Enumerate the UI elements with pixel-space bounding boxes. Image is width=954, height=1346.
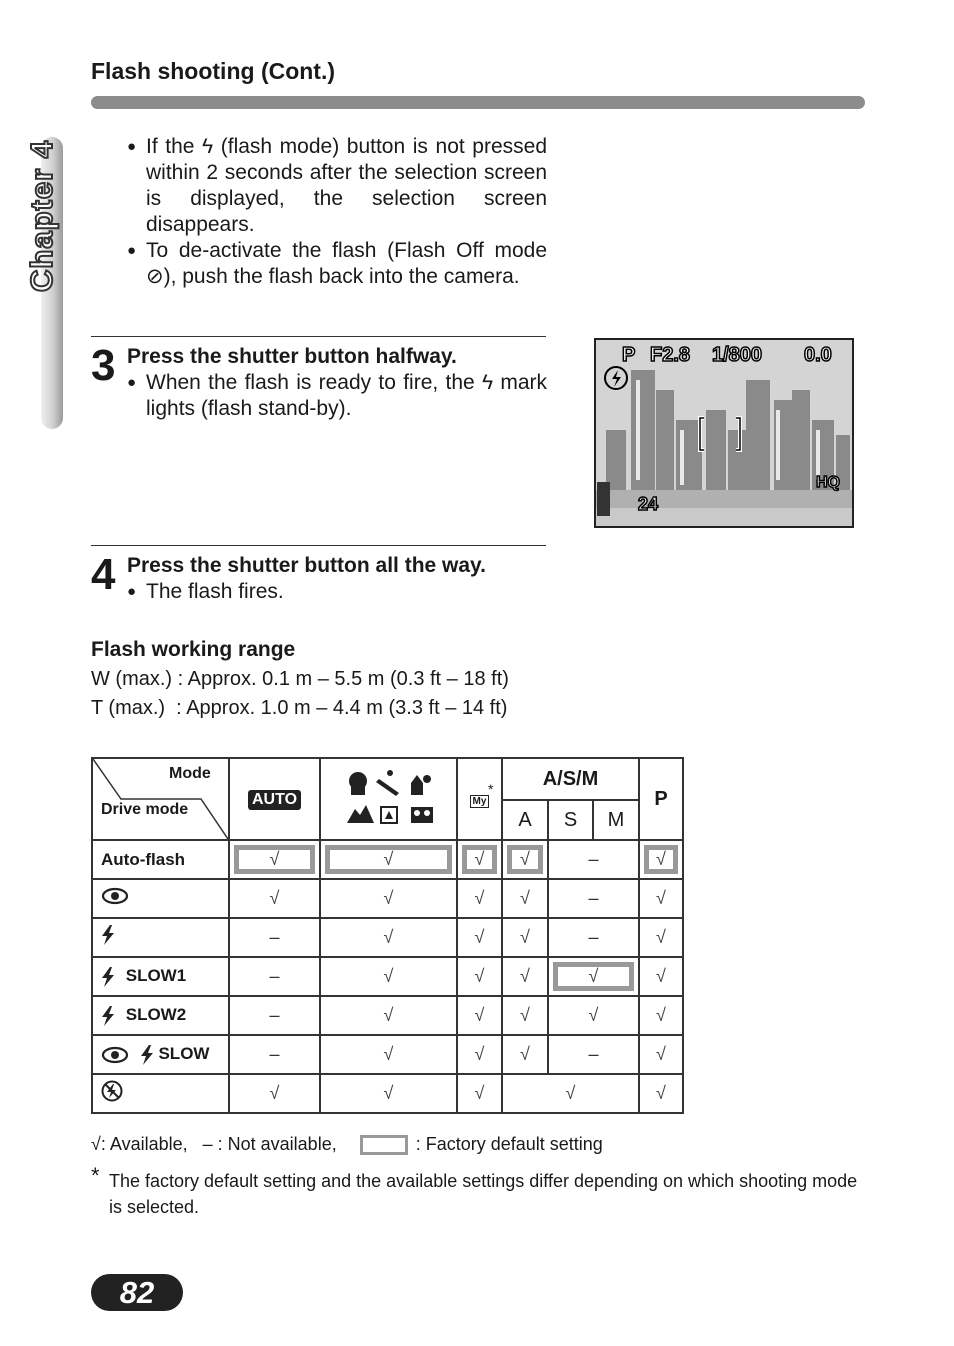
lcd-screen-illustration bbox=[594, 338, 854, 528]
cell: – bbox=[229, 918, 320, 957]
row-label-text: SLOW2 bbox=[125, 1005, 187, 1025]
cell: √ bbox=[548, 996, 639, 1035]
lcd-exposure: 0.0 bbox=[804, 344, 832, 366]
page-title: Flash shooting (Cont.) bbox=[91, 58, 336, 84]
col-scene bbox=[320, 758, 457, 840]
page-number: 82 bbox=[91, 1274, 183, 1311]
step4-heading: Press the shutter button all the way. bbox=[127, 554, 487, 577]
cell: √ bbox=[639, 996, 683, 1035]
step3-bullet: ● When the flash is ready to fire, the ϟ mark lights (flash stand-by). bbox=[127, 370, 547, 422]
step4-body bbox=[127, 579, 547, 605]
my-mode-icon: My bbox=[470, 795, 490, 808]
row-label-flash-off bbox=[92, 1074, 229, 1113]
col-asm-group: A/S/M bbox=[502, 758, 639, 800]
cell: √ bbox=[502, 1035, 548, 1074]
table-row bbox=[92, 1074, 683, 1113]
cell: – bbox=[229, 1035, 320, 1074]
flash-off-icon bbox=[101, 1080, 123, 1102]
cell: √ bbox=[639, 1074, 683, 1113]
table-corner-header bbox=[92, 758, 229, 840]
drive-mode-label: Drive mode bbox=[101, 801, 189, 818]
cell: √ bbox=[457, 840, 502, 879]
cell: √ bbox=[229, 879, 320, 918]
row-label-red-eye bbox=[92, 879, 229, 918]
legend-not-available: – : Not available, bbox=[202, 1134, 337, 1154]
my-mode-footnote-star: * bbox=[488, 781, 494, 797]
scene-modes-icon bbox=[339, 765, 439, 829]
legend-default-box bbox=[360, 1135, 408, 1155]
flash-icon bbox=[101, 1006, 115, 1026]
row-label-slow2 bbox=[92, 996, 229, 1035]
cell: √ bbox=[639, 918, 683, 957]
legend-default: : Factory default setting bbox=[415, 1134, 603, 1154]
cell: √ bbox=[502, 957, 548, 996]
step3-body bbox=[127, 370, 547, 422]
row-label-text: SLOW bbox=[158, 1044, 210, 1064]
row-label-auto-flash: Auto-flash bbox=[92, 840, 229, 879]
cell: √ bbox=[502, 918, 548, 957]
cell: √ bbox=[320, 1074, 457, 1113]
col-p: P bbox=[639, 758, 683, 840]
cell: √ bbox=[548, 957, 639, 996]
table-row bbox=[92, 879, 683, 918]
cell: √ bbox=[320, 1035, 457, 1074]
cell: √ bbox=[320, 996, 457, 1035]
lcd-mode: P bbox=[622, 344, 636, 366]
row-label-red-eye-slow bbox=[92, 1035, 229, 1074]
cell: √ bbox=[639, 957, 683, 996]
cell: √ bbox=[639, 879, 683, 918]
cell: √ bbox=[229, 840, 320, 879]
range-tele: T (max.) : Approx. 1.0 m – 4.4 m (3.3 ft – 14 ft) bbox=[91, 697, 508, 719]
chapter-label: Chapter 4 bbox=[24, 140, 59, 292]
col-s: S bbox=[548, 800, 593, 840]
cell: √ bbox=[457, 879, 502, 918]
table-row bbox=[92, 1035, 683, 1074]
table-legend bbox=[91, 1134, 603, 1155]
cell: √ bbox=[639, 840, 683, 879]
footnote-text: The factory default setting and the available settings differ depending on which shooting mode is selected. bbox=[109, 1171, 858, 1217]
step3-number: 3 bbox=[91, 341, 116, 390]
col-a: A bbox=[502, 800, 548, 840]
table-row bbox=[92, 957, 683, 996]
red-eye-icon bbox=[101, 1046, 129, 1064]
step3-heading: Press the shutter button halfway. bbox=[127, 345, 457, 368]
cell: √ bbox=[320, 957, 457, 996]
row-label-fill-in bbox=[92, 918, 229, 957]
red-eye-icon bbox=[101, 887, 129, 905]
cell: √ bbox=[229, 1074, 320, 1113]
lcd-shutter: 1/800 bbox=[712, 344, 763, 366]
legend-available: √: Available, bbox=[91, 1134, 188, 1154]
flash-mode-table bbox=[91, 757, 684, 1114]
cell: √ bbox=[457, 918, 502, 957]
cell: √ bbox=[320, 840, 457, 879]
cell: – bbox=[548, 840, 639, 879]
cell: √ bbox=[457, 957, 502, 996]
col-m: M bbox=[593, 800, 639, 840]
col-my-mode bbox=[457, 758, 502, 840]
lcd-quality: HQ bbox=[816, 474, 840, 491]
flash-icon bbox=[140, 1045, 154, 1065]
flash-icon bbox=[101, 967, 115, 987]
range-wide: W (max.) : Approx. 0.1 m – 5.5 m (0.3 ft – 18 ft) bbox=[91, 668, 509, 690]
title-underline-bar bbox=[91, 96, 865, 109]
cell: √ bbox=[502, 879, 548, 918]
lcd-aperture: F2.8 bbox=[650, 344, 691, 366]
step4-rule bbox=[91, 545, 546, 546]
cell: √ bbox=[457, 1074, 502, 1113]
cell: √ bbox=[320, 918, 457, 957]
col-auto bbox=[229, 758, 320, 840]
cell: √ bbox=[639, 1035, 683, 1074]
range-heading: Flash working range bbox=[91, 638, 296, 661]
intro-bullet-2: ● To de-activate the flash (Flash Off mode ⊘), push the flash back into the camera. bbox=[127, 238, 547, 290]
row-label-slow1 bbox=[92, 957, 229, 996]
table-row bbox=[92, 996, 683, 1035]
footnote-star: * bbox=[91, 1163, 100, 1188]
cell: – bbox=[548, 1035, 639, 1074]
cell: √ bbox=[320, 879, 457, 918]
mode-label: Mode bbox=[169, 765, 211, 782]
step4-bullet: ● The flash fires. bbox=[127, 579, 547, 605]
cell: – bbox=[229, 996, 320, 1035]
cell: √ bbox=[502, 1074, 639, 1113]
auto-badge: AUTO bbox=[248, 790, 301, 810]
table-row bbox=[92, 840, 683, 879]
lcd-frame-count: 24 bbox=[638, 494, 659, 514]
cell: √ bbox=[457, 996, 502, 1035]
cell: √ bbox=[502, 996, 548, 1035]
cell: – bbox=[548, 918, 639, 957]
step4-number: 4 bbox=[91, 550, 116, 599]
table-row bbox=[92, 918, 683, 957]
cell: – bbox=[548, 879, 639, 918]
step3-rule bbox=[91, 336, 546, 337]
intro-bullet-1: ● If the ϟ (flash mode) button is not pressed within 2 seconds after the selection screen is displayed, the selection screen disappears. bbox=[127, 134, 547, 238]
row-label-text: SLOW1 bbox=[125, 966, 187, 986]
intro-bullets bbox=[127, 134, 547, 290]
cell: √ bbox=[502, 840, 548, 879]
city-skyline-image bbox=[596, 340, 852, 526]
flash-icon bbox=[101, 925, 115, 945]
cell: √ bbox=[457, 1035, 502, 1074]
cell: – bbox=[229, 957, 320, 996]
